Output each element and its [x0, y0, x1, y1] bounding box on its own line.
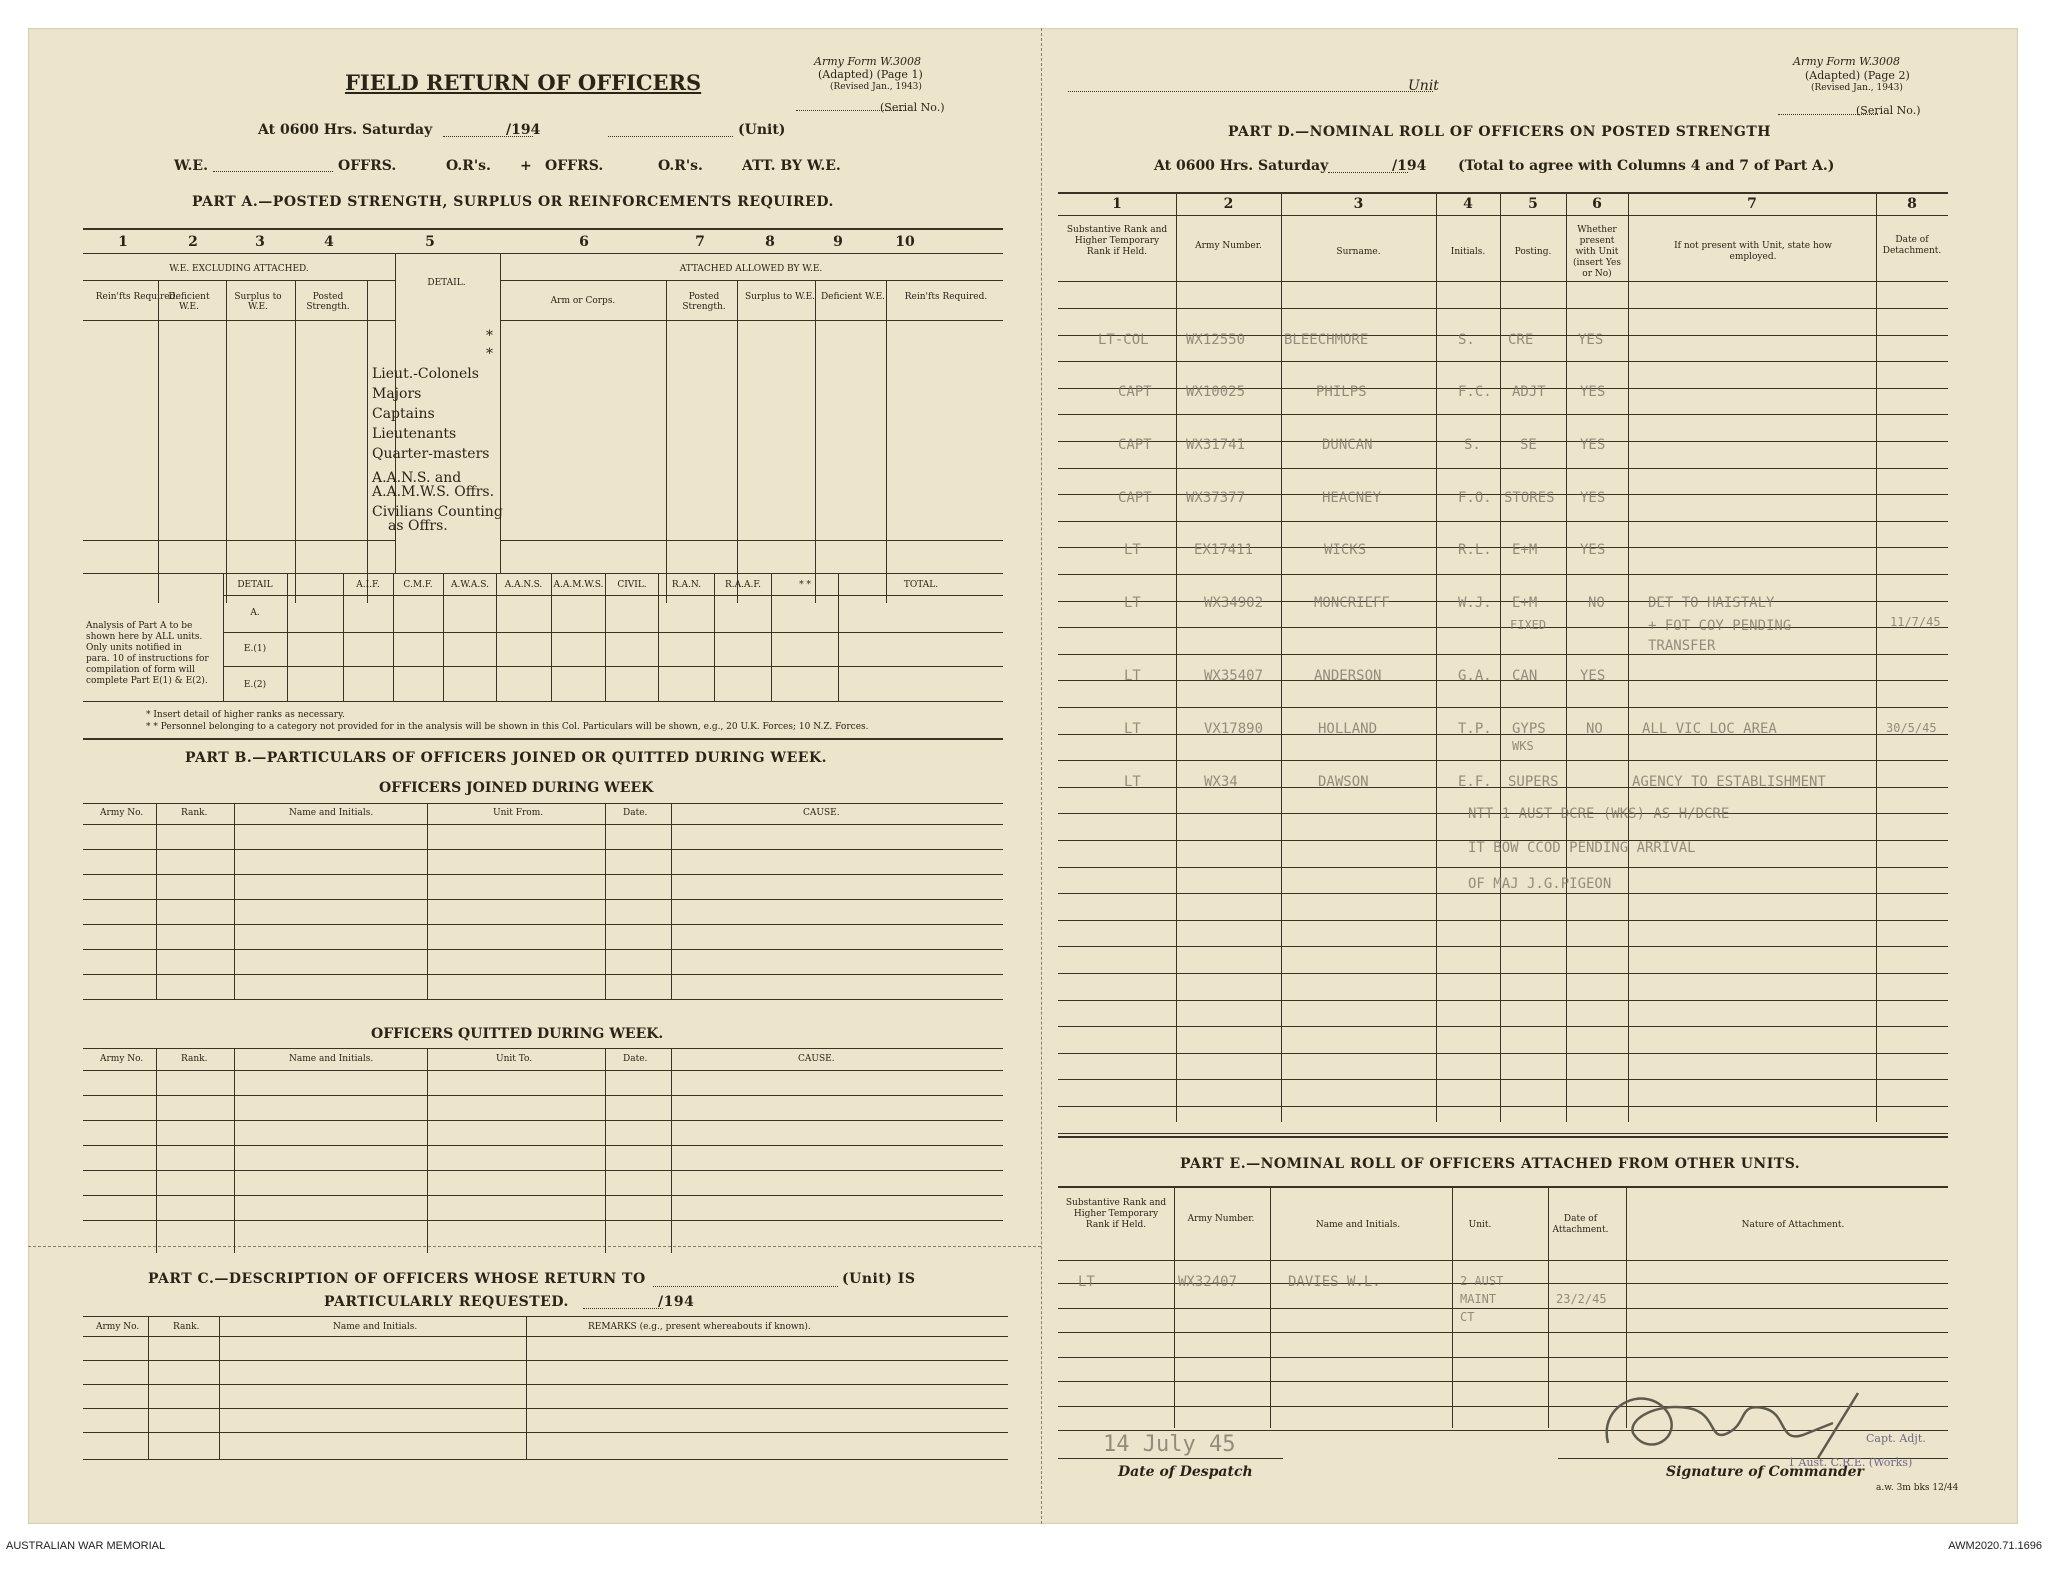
- roll-rule: [1058, 414, 1948, 415]
- part-c-title: PART C.—DESCRIPTION OF OFFICERS WHOSE RETURN TO: [148, 1271, 646, 1287]
- roll-surname: HOLLAND: [1318, 721, 1378, 737]
- unit-field: [608, 136, 733, 137]
- d-head-armyno: Army Number.: [1195, 241, 1262, 251]
- roll-rule: [1058, 760, 1948, 761]
- right-adapted: (Adapted) (Page 2): [1805, 69, 1910, 82]
- part-c-date-field: [583, 1308, 663, 1309]
- d-head-date: Date of Detachment.: [1882, 235, 1942, 256]
- roll-rule: [1058, 680, 1948, 681]
- joined-head-armyno: Army No.: [100, 808, 144, 818]
- roll-initials: E.F.: [1458, 774, 1492, 790]
- subhead-surplus-att: Surplus to W.E.: [744, 292, 816, 302]
- roll-posting: SE: [1520, 437, 1537, 453]
- col-num-1: 1: [118, 234, 128, 250]
- roll-present: YES: [1580, 490, 1606, 506]
- part-d-year: /194: [1392, 158, 1427, 174]
- subhead-posted: Posted Strength.: [306, 292, 350, 312]
- subhead-deficient-att: Deficient W.E.: [820, 292, 886, 302]
- rank-quartermasters: Quarter-masters: [372, 446, 490, 462]
- e-head-armyno: Army Number.: [1187, 1214, 1255, 1224]
- analysis-row-e1: E.(1): [243, 644, 267, 654]
- detail-header: DETAIL.: [427, 278, 466, 288]
- roll-surname: PHILPS: [1316, 384, 1367, 400]
- analysis-head-civil: CIVIL.: [617, 580, 647, 590]
- e-entry-name: DAVIES W.L.: [1288, 1274, 1381, 1290]
- subhead-arm: Arm or Corps.: [550, 296, 616, 306]
- roll-posting: CRE: [1508, 332, 1534, 348]
- subhead-deficient: Deficient W.E.: [168, 292, 210, 312]
- roll-surname: DAWSON: [1318, 774, 1369, 790]
- attach-rule: [1058, 1357, 1948, 1358]
- roll-armyno: WX34: [1204, 774, 1238, 790]
- roll-posting: ADJT: [1512, 384, 1546, 400]
- roll-note-wks: WKS: [1512, 739, 1534, 753]
- analysis-head-other: * *: [799, 580, 811, 590]
- roll-rule: [1058, 946, 1948, 947]
- d-head-present: Whether present with Unit (insert Yes or No): [1572, 225, 1621, 279]
- joined-head-rank: Rank.: [181, 808, 208, 818]
- roll-posting: GYPS: [1512, 721, 1546, 737]
- right-serial-label: (Serial No.): [1856, 104, 1921, 117]
- quitted-title: OFFICERS QUITTED DURING WEEK.: [371, 1026, 664, 1042]
- roll-rule: [1058, 627, 1948, 628]
- analysis-head-raaf: R.A.A.F.: [724, 580, 762, 590]
- d-colnum-5: 5: [1528, 196, 1538, 212]
- offrs-label-1: OFFRS.: [338, 158, 397, 174]
- rank-captains: Captains: [372, 406, 435, 422]
- roll-rule: [1058, 1053, 1948, 1054]
- right-army-form: Army Form W.3008: [1793, 55, 1901, 68]
- roll-surname: WICKS: [1324, 542, 1367, 558]
- col-num-8: 8: [765, 234, 775, 250]
- analysis-head-aans: A.A.N.S.: [504, 580, 543, 590]
- roll-note: IT BOW CCOD PENDING ARRIVAL: [1468, 840, 1696, 856]
- quitted-head-armyno: Army No.: [100, 1054, 144, 1064]
- roll-rank: LT: [1124, 595, 1141, 611]
- plus-label: +: [520, 158, 532, 174]
- roll-initials: W.J.: [1458, 595, 1492, 611]
- roll-rule: [1058, 521, 1948, 522]
- roll-posting: SUPERS: [1508, 774, 1559, 790]
- roll-surname: ANDERSON: [1314, 668, 1382, 684]
- rank-civilians: Civilians Counting: [372, 504, 503, 520]
- roll-initials: T.P.: [1458, 721, 1492, 737]
- serial-label: (Serial No.): [880, 101, 945, 114]
- e-head-unit: Unit.: [1468, 1220, 1492, 1230]
- roll-rule: [1058, 1079, 1948, 1080]
- d-colnum-3: 3: [1353, 196, 1364, 212]
- roll-rule: [1058, 361, 1948, 362]
- at-hours-label: At 0600 Hrs. Saturday: [258, 122, 433, 138]
- part-d-title: PART D.—NOMINAL ROLL OF OFFICERS ON POSTED STRENGTH: [1228, 124, 1771, 140]
- quitted-head-unit: Unit To.: [496, 1054, 533, 1064]
- d-head-posting: Posting.: [1514, 247, 1552, 257]
- att-allowed-header: ATTACHED ALLOWED BY W.E.: [679, 264, 823, 274]
- roll-note: + FOT COY PENDING: [1648, 618, 1792, 634]
- analysis-note: Analysis of Part A to be shown here by ALL units. Only units notified in para. 10 of instructions for compilation of form will complete Part E(1) & E(2).: [86, 621, 209, 686]
- roll-rank: LT: [1124, 774, 1141, 790]
- quitted-head-rank: Rank.: [181, 1054, 208, 1064]
- roll-rule: [1058, 654, 1948, 655]
- analysis-head-aamws: A.A.M.W.S.: [553, 580, 604, 590]
- roll-armyno: WX10025: [1186, 384, 1246, 400]
- offrs-label-2: OFFRS.: [545, 158, 604, 174]
- d-head-surname: Surname.: [1336, 247, 1381, 257]
- roll-armyno: WX37377: [1186, 490, 1246, 506]
- quitted-head-name: Name and Initials.: [289, 1054, 374, 1064]
- revised-label: (Revised Jan., 1943): [830, 82, 922, 92]
- roll-rule: [1058, 1000, 1948, 1001]
- roll-initials: F.C.: [1458, 384, 1492, 400]
- d-head-rank: Substantive Rank and Higher Temporary Rank if Held.: [1066, 225, 1168, 257]
- roll-rule: [1058, 893, 1948, 894]
- part-d-at: At 0600 Hrs. Saturday: [1154, 158, 1329, 174]
- d-colnum-4: 4: [1463, 196, 1473, 212]
- analysis-row-e2: E.(2): [243, 680, 267, 690]
- roll-armyno: EX17411: [1194, 542, 1254, 558]
- col-num-2: 2: [188, 234, 198, 250]
- rank-lieut-colonels: Lieut.-Colonels: [372, 366, 479, 382]
- right-unit-field: [1068, 91, 1433, 92]
- ors-label-2: O.R's.: [658, 158, 703, 174]
- roll-employed: AGENCY TO ESTABLISHMENT: [1632, 774, 1826, 790]
- d-head-initials: Initials.: [1450, 247, 1486, 257]
- roll-present: YES: [1580, 668, 1606, 684]
- rank-lieutenants: Lieutenants: [372, 426, 457, 442]
- roll-rule: [1058, 920, 1948, 921]
- center-fold: [1041, 28, 1044, 1524]
- analysis-head-aif: A.I.F.: [356, 580, 380, 590]
- roll-armyno: VX17890: [1204, 721, 1264, 737]
- roll-rule: [1058, 973, 1948, 974]
- subhead-posted-att: Posted Strength.: [682, 292, 726, 312]
- roll-surname: DUNCAN: [1322, 437, 1373, 453]
- signature-label: Signature of Commander: [1666, 1464, 1864, 1480]
- part-b-title: PART B.—PARTICULARS OF OFFICERS JOINED OR QUITTED DURING WEEK.: [185, 750, 828, 766]
- roll-armyno: WX35407: [1204, 668, 1264, 684]
- star-2: *: [486, 346, 493, 362]
- despatch-date-hand: 14 July 45: [1103, 1432, 1236, 1457]
- roll-present: YES: [1580, 384, 1606, 400]
- roll-rule: [1058, 574, 1948, 575]
- stamp-cre-works: 1 Aust. C.R.E. (Works): [1788, 1456, 1913, 1469]
- roll-rule: [1058, 468, 1948, 469]
- roll-rule: [1058, 601, 1948, 602]
- roll-present: YES: [1578, 332, 1604, 348]
- part-d-total-note: (Total to agree with Columns 4 and 7 of Part A.): [1458, 158, 1835, 174]
- roll-rule: [1058, 707, 1948, 708]
- roll-armyno: WX34902: [1204, 595, 1264, 611]
- analysis-head-ran: R.A.N.: [671, 580, 702, 590]
- col-num-9: 9: [833, 234, 843, 250]
- e-head-nature: Nature of Attachment.: [1741, 1220, 1845, 1230]
- roll-rank: LT-COL: [1098, 332, 1149, 348]
- footer-accession: AWM2020.71.1696: [1948, 1540, 2042, 1552]
- e-entry-unit-2: MAINT: [1460, 1292, 1497, 1306]
- roll-present: YES: [1580, 542, 1606, 558]
- roll-rule: [1058, 1106, 1948, 1107]
- part-c-head-rank: Rank.: [173, 1322, 200, 1332]
- analysis-head-cmf: C.M.F.: [403, 580, 433, 590]
- e-entry-unit: 2 AUST: [1460, 1274, 1504, 1288]
- att-label: ATT. BY W.E.: [742, 158, 841, 174]
- roll-note: NTT 1 AUST DCRE (WKS) AS H/DCRE: [1468, 806, 1730, 822]
- roll-present: NO: [1586, 721, 1603, 737]
- roll-rank: CAPT: [1118, 384, 1152, 400]
- roll-initials: F.O.: [1458, 490, 1492, 506]
- e-head-name: Name and Initials.: [1315, 1220, 1401, 1230]
- analysis-head-total: TOTAL.: [903, 580, 939, 590]
- part-c-head-remarks: REMARKS (e.g., present whereabouts if known).: [588, 1322, 811, 1332]
- left-fold: [28, 1246, 1041, 1247]
- year-label: /194: [506, 122, 541, 138]
- rank-as-offrs: as Offrs.: [388, 518, 448, 534]
- d-colnum-1: 1: [1112, 196, 1122, 212]
- joined-head-date: Date.: [623, 808, 648, 818]
- roll-note-fixed: FIXED: [1510, 618, 1547, 632]
- roll-surname: BLEECHMORE: [1284, 332, 1369, 348]
- quitted-head-date: Date.: [623, 1054, 648, 1064]
- roll-rule: [1058, 308, 1948, 309]
- footnote-2: * * Personnel belonging to a category not provided for in the analysis will be shown in this Col. Particulars will be shown, e.g., 20 U.K. Forces; 10 N.Z. Forces.: [146, 722, 869, 732]
- part-c-head-armyno: Army No.: [96, 1322, 140, 1332]
- d-colnum-2: 2: [1223, 196, 1234, 212]
- d-colnum-8: 8: [1907, 196, 1917, 212]
- roll-posting: E+M: [1512, 542, 1538, 558]
- roll-rule: [1058, 547, 1948, 548]
- roll-initials: R.L.: [1458, 542, 1492, 558]
- roll-date: 30/5/45: [1886, 721, 1937, 735]
- roll-posting: CAN: [1512, 668, 1538, 684]
- subhead-surplus: Surplus to W.E.: [234, 292, 282, 312]
- roll-armyno: WX12550: [1186, 332, 1246, 348]
- part-e-title: PART E.—NOMINAL ROLL OF OFFICERS ATTACHED FROM OTHER UNITS.: [1180, 1156, 1801, 1172]
- roll-armyno: WX31741: [1186, 437, 1246, 453]
- roll-rank: LT: [1124, 668, 1141, 684]
- roll-posting: E+M: [1512, 595, 1538, 611]
- col-num-10: 10: [895, 234, 915, 250]
- roll-rank: LT: [1124, 721, 1141, 737]
- unit-label: (Unit): [738, 122, 786, 138]
- roll-rule: [1058, 867, 1948, 868]
- despatch-label: Date of Despatch: [1118, 1464, 1253, 1480]
- d-colnum-7: 7: [1747, 196, 1757, 212]
- col-num-7: 7: [695, 234, 705, 250]
- rank-aamws: A.A.M.W.S. Offrs.: [372, 484, 495, 500]
- we-excl-header: W.E. EXCLUDING ATTACHED.: [169, 264, 309, 274]
- stamp-capt-adjt: Capt. Adjt.: [1866, 1432, 1926, 1445]
- joined-head-unit: Unit From.: [493, 808, 544, 818]
- star-1: *: [486, 328, 493, 344]
- roll-posting: STORES: [1504, 490, 1555, 506]
- roll-rule: [1058, 1026, 1948, 1027]
- e-entry-rank: LT: [1078, 1274, 1095, 1290]
- roll-rank: LT: [1124, 542, 1141, 558]
- printer-note: a.w. 3m bks 12/44: [1876, 1483, 1959, 1493]
- rank-aans: A.A.N.S. and: [372, 470, 462, 486]
- roll-employed: DET TO HAISTALY: [1648, 595, 1775, 611]
- roll-surname: MONCRIEFF: [1314, 595, 1390, 611]
- roll-present: YES: [1580, 437, 1606, 453]
- form-sheet: [28, 28, 2018, 1524]
- roll-surname: HEACNEY: [1322, 490, 1382, 506]
- d-colnum-6: 6: [1592, 196, 1602, 212]
- roll-employed: ALL VIC LOC AREA: [1642, 721, 1777, 737]
- part-c-unit-is: (Unit) IS: [842, 1271, 916, 1287]
- ors-label-1: O.R's.: [446, 158, 491, 174]
- roll-initials: S.: [1464, 437, 1481, 453]
- part-c-year: /194: [658, 1294, 695, 1310]
- roll-initials: G.A.: [1458, 668, 1492, 684]
- quitted-head-cause: CAUSE.: [798, 1054, 835, 1064]
- roll-rule: [1058, 1133, 1948, 1134]
- e-head-rank: Substantive Rank and Higher Temporary Rank if Held.: [1065, 1198, 1167, 1230]
- analysis-head-awas: A.W.A.S.: [451, 580, 489, 590]
- footer-archive: AUSTRALIAN WAR MEMORIAL: [6, 1540, 166, 1552]
- roll-initials: S.: [1458, 332, 1475, 348]
- attach-rule: [1058, 1332, 1948, 1333]
- roll-present: NO: [1588, 595, 1605, 611]
- adapted-label: (Adapted) (Page 1): [818, 68, 923, 81]
- d-head-employed: If not present with Unit, state how employed.: [1674, 241, 1832, 262]
- col-num-6: 6: [579, 234, 589, 250]
- analysis-head-detail: DETAIL: [237, 580, 273, 590]
- e-entry-date: 23/2/45: [1556, 1292, 1607, 1306]
- analysis-row-a: A.: [250, 608, 260, 618]
- we-label: W.E.: [174, 158, 208, 174]
- roll-rule: [1058, 734, 1948, 735]
- joined-head-cause: CAUSE.: [803, 808, 840, 818]
- part-c-unit-field: [653, 1286, 838, 1287]
- subhead-reinf-att: Rein'fts Required.: [904, 292, 988, 302]
- col-num-3: 3: [255, 234, 265, 250]
- roll-rank: CAPT: [1118, 437, 1152, 453]
- right-revised: (Revised Jan., 1943): [1811, 83, 1903, 93]
- e-entry-unit-3: CT: [1460, 1310, 1475, 1324]
- roll-date: 11/7/45: [1890, 615, 1941, 629]
- part-c-requested: PARTICULARLY REQUESTED.: [324, 1294, 569, 1310]
- joined-head-name: Name and Initials.: [289, 808, 374, 818]
- attach-rule: [1058, 1308, 1948, 1309]
- roll-note: TRANSFER: [1648, 638, 1716, 654]
- joined-title: OFFICERS JOINED DURING WEEK: [379, 780, 654, 796]
- col-num-5: 5: [425, 234, 435, 250]
- subhead-reinf: Rein'fts Required.: [95, 292, 179, 302]
- part-c-head-name: Name and Initials.: [333, 1322, 418, 1332]
- e-head-date: Date of Attachment.: [1552, 1214, 1609, 1235]
- form-title: FIELD RETURN OF OFFICERS: [345, 70, 702, 95]
- rank-majors: Majors: [372, 386, 422, 402]
- roll-note: OF MAJ J.G.PIGEON: [1468, 876, 1612, 892]
- we-field: [213, 171, 333, 172]
- roll-rank: CAPT: [1118, 490, 1152, 506]
- army-form-label: Army Form W.3008: [814, 55, 922, 68]
- right-unit-label: Unit: [1408, 78, 1439, 94]
- part-a-title: PART A.—POSTED STRENGTH, SURPLUS OR REINFORCEMENTS REQUIRED.: [192, 194, 834, 210]
- footnote-1: * Insert detail of higher ranks as necessary.: [146, 710, 345, 720]
- e-entry-armyno: WX32407: [1178, 1274, 1238, 1290]
- col-num-4: 4: [324, 234, 334, 250]
